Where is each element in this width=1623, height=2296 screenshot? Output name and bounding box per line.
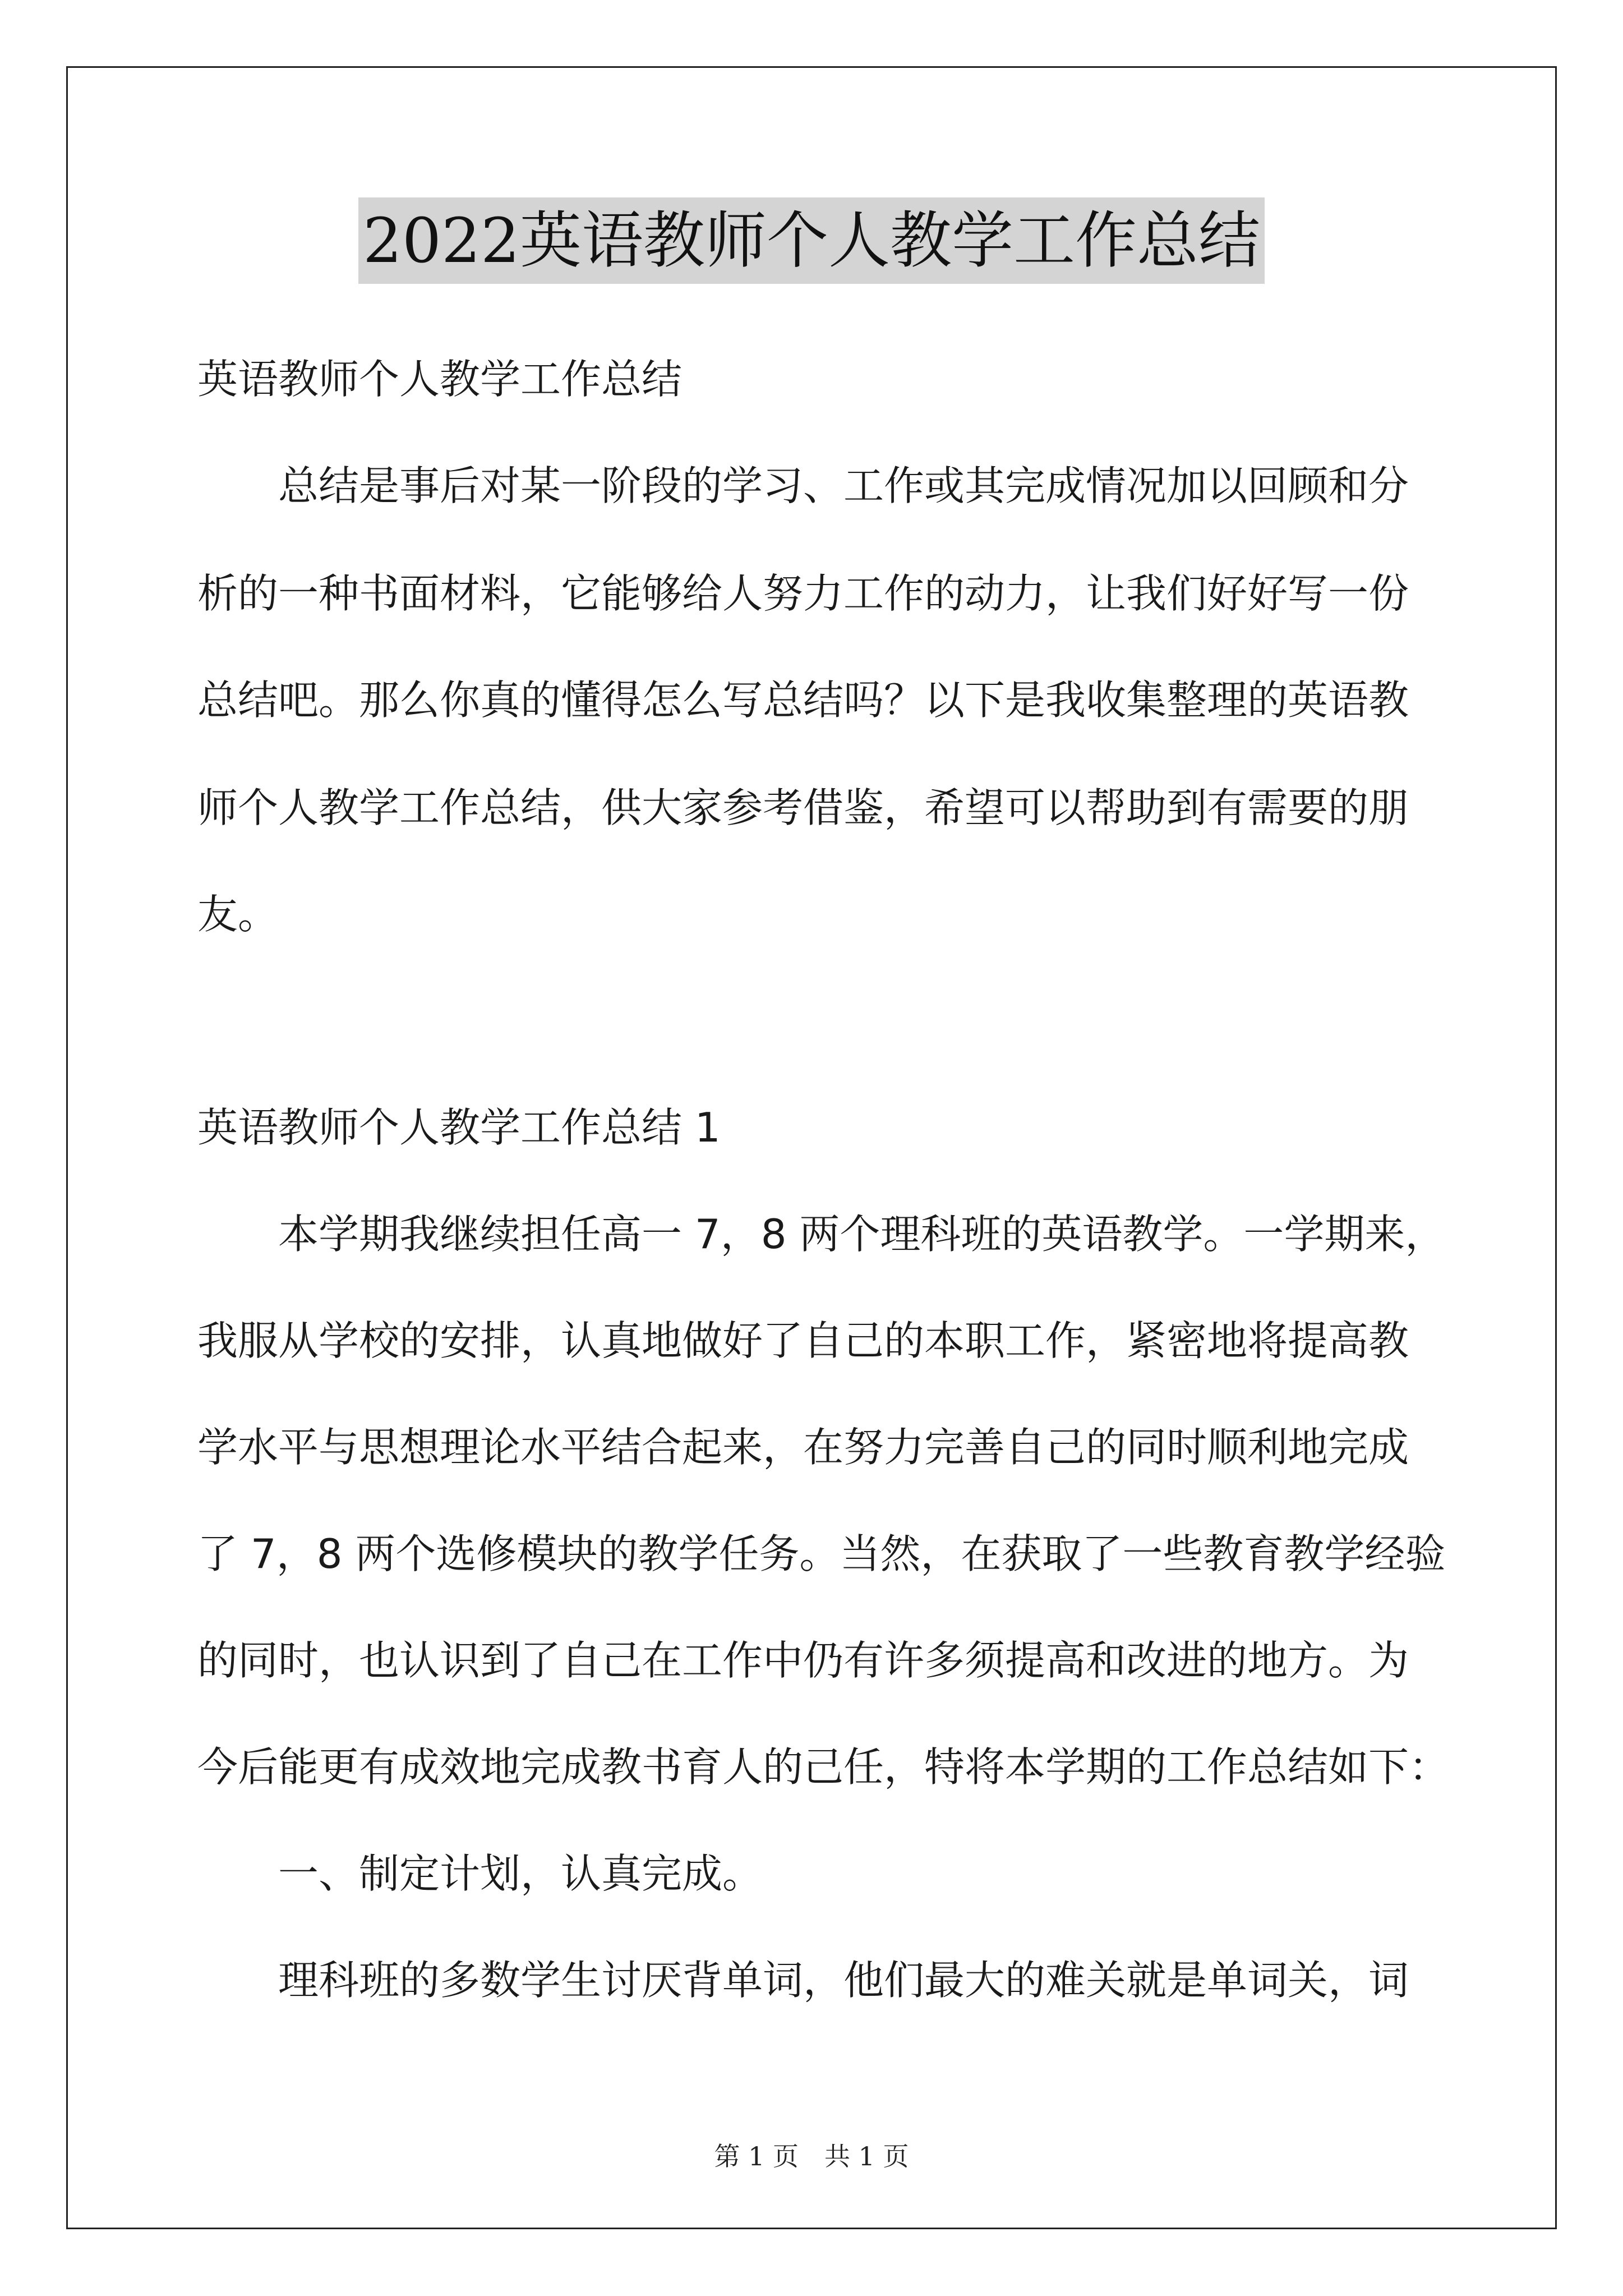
intro-line: 友。 [197, 891, 279, 938]
section-line: 的同时，也认识到了自己在工作中仍有许多须提高和改进的地方。为 [197, 1637, 1409, 1684]
intro-line: 析的一种书面材料，它能够给人努力工作的动力，让我们好好写一份 [197, 570, 1409, 617]
section-line: 本学期我继续担任高一 7，8 两个理科班的英语教学。一学期来， [278, 1211, 1446, 1258]
title-container [0, 197, 1623, 284]
document-subtitle: 英语教师个人教学工作总结 [197, 356, 683, 403]
section-line: 我服从学校的安排，认真地做好了自己的本职工作，紧密地将提高教 [197, 1317, 1409, 1364]
intro-line: 总结是事后对某一阶段的学习、工作或其完成情况加以回顾和分 [278, 462, 1409, 509]
item-heading: 一、制定计划，认真完成。 [278, 1850, 763, 1897]
section-heading: 英语教师个人教学工作总结 1 [197, 1104, 721, 1151]
page-footer: 第 1 页 共 1 页 [714, 2141, 909, 2171]
document-title: 2022英语教师个人教学工作总结 [358, 197, 1265, 284]
section-line: 了 7，8 两个选修模块的教学任务。当然，在获取了一些教育教学经验 [197, 1530, 1446, 1577]
section-line: 学水平与思想理论水平结合起来，在努力完善自己的同时顺利地完成 [197, 1424, 1409, 1471]
section-line: 今后能更有成效地完成教书育人的己任，特将本学期的工作总结如下： [197, 1743, 1450, 1791]
item-line: 理科班的多数学生讨厌背单词，他们最大的难关就是单词关，词 [278, 1957, 1409, 2004]
intro-line: 师个人教学工作总结，供大家参考借鉴，希望可以帮助到有需要的朋 [197, 784, 1409, 831]
intro-line: 总结吧。那么你真的懂得怎么写总结吗？以下是我收集整理的英语教 [197, 677, 1409, 724]
